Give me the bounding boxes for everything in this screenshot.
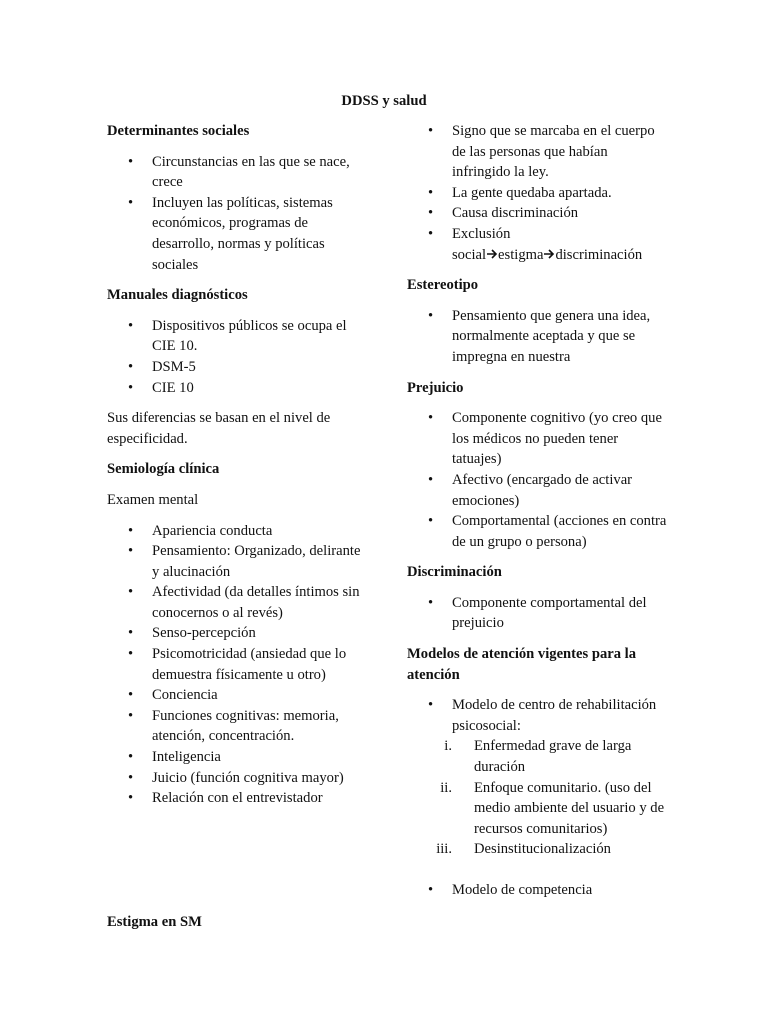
roman-item [407,778,669,840]
heading-estigma: Estigma en SM [107,914,202,930]
list-item: • Signo que se marcaba en el cuerpo de las personas que habían infringido la ley. [407,121,669,183]
list-estereotipo [407,306,669,368]
exclusion-word-social: social [452,246,487,263]
list-item-exclusion [407,224,669,265]
heading-discriminacion: Discriminación [407,564,502,581]
list-item: • La gente quedaba apartada. [407,183,669,204]
paragraph-diferencias: Sus diferencias se basan en el nivel de especificidad. [107,410,331,447]
heading-determinantes: Determinantes sociales [107,123,250,139]
left-column [107,121,369,809]
roman-text: Desinstitucionalización [474,841,611,858]
roman-text: Enfermedad grave de larga duración [474,738,632,776]
list-item: • Relación con el entrevistador [107,788,369,809]
list-item: • Apariencia conducta [107,521,369,542]
list-item: • Senso-percepción [107,623,369,644]
list-item: • Componente cognitivo (yo creo que los médicos no pueden tener tatuajes) [407,408,669,470]
list-item: • Componente comportamental del prejuicio [407,593,669,634]
document-title: DDSS y salud [341,93,427,109]
list-prejuicio [407,408,669,552]
roman-item [407,839,669,860]
list-examen-mental [107,521,369,809]
arrow-right-icon [486,248,498,260]
roman-numeral: iii. [436,841,452,858]
list-item: • Afectividad (da detalles íntimos sin conocernos o al revés) [107,582,369,623]
roman-item [407,736,669,777]
list-item: • Funciones cognitivas: memoria, atención, concentración. [107,706,369,747]
list-determinantes [107,152,369,276]
roman-text: Enfoque comunitario. (uso del medio ambiente del usuario y de recursos comunitarios) [474,779,665,837]
list-item: • Modelo de competencia [407,880,669,901]
right-column [407,121,669,901]
list-item: • Psicomotricidad (ansiedad que lo demuestra físicamente u otro) [107,644,369,685]
list-item: • Modelo de centro de rehabilitación psicosocial: [407,695,669,736]
heading-semiologia: Semiología clínica [107,461,220,478]
list-item: • Conciencia [107,685,369,706]
list-item: • Pensamiento que genera una idea, normalmente aceptada y que se impregna en nuestra [407,306,669,368]
list-estigma [407,121,669,265]
list-item: • Dispositivos públicos se ocupa el CIE 10. [107,316,369,357]
roman-numeral: i. [444,738,452,755]
list-item: • Circunstancias en las que se nace, crece [107,152,369,193]
list-item: • Comportamental (acciones en contra de un grupo o persona) [407,511,669,552]
list-item: • Pensamiento: Organizado, delirante y alucinación [107,541,369,582]
list-item: • Incluyen las políticas, sistemas económicos, programas de desarrollo, normas y políticas sociales [107,193,369,275]
list-item: • Causa discriminación [407,203,669,224]
heading-modelos: Modelos de atención vigentes para la atención [407,646,637,683]
list-modelos [407,695,669,736]
exclusion-label: Exclusión [452,225,511,242]
subheading-examen-mental: Examen mental [107,491,199,508]
list-item: • CIE 10 [107,378,369,399]
exclusion-word-estigma: estigma [498,246,544,263]
list-item: • Inteligencia [107,747,369,768]
list-manuales [107,316,369,398]
heading-prejuicio: Prejuicio [407,379,464,396]
list-item: • DSM-5 [107,357,369,378]
arrow-right-icon [543,248,555,260]
list-item: • Juicio (función cognitiva mayor) [107,768,369,789]
list-modelos-2 [407,880,669,901]
roman-numeral: ii. [440,779,452,796]
heading-manuales: Manuales diagnósticos [107,287,248,304]
list-item: • Afectivo (encargado de activar emociones) [407,470,669,511]
heading-estereotipo: Estereotipo [407,277,479,294]
roman-list [407,736,669,860]
list-discriminacion [407,593,669,634]
exclusion-word-discriminacion: discriminación [555,246,643,263]
